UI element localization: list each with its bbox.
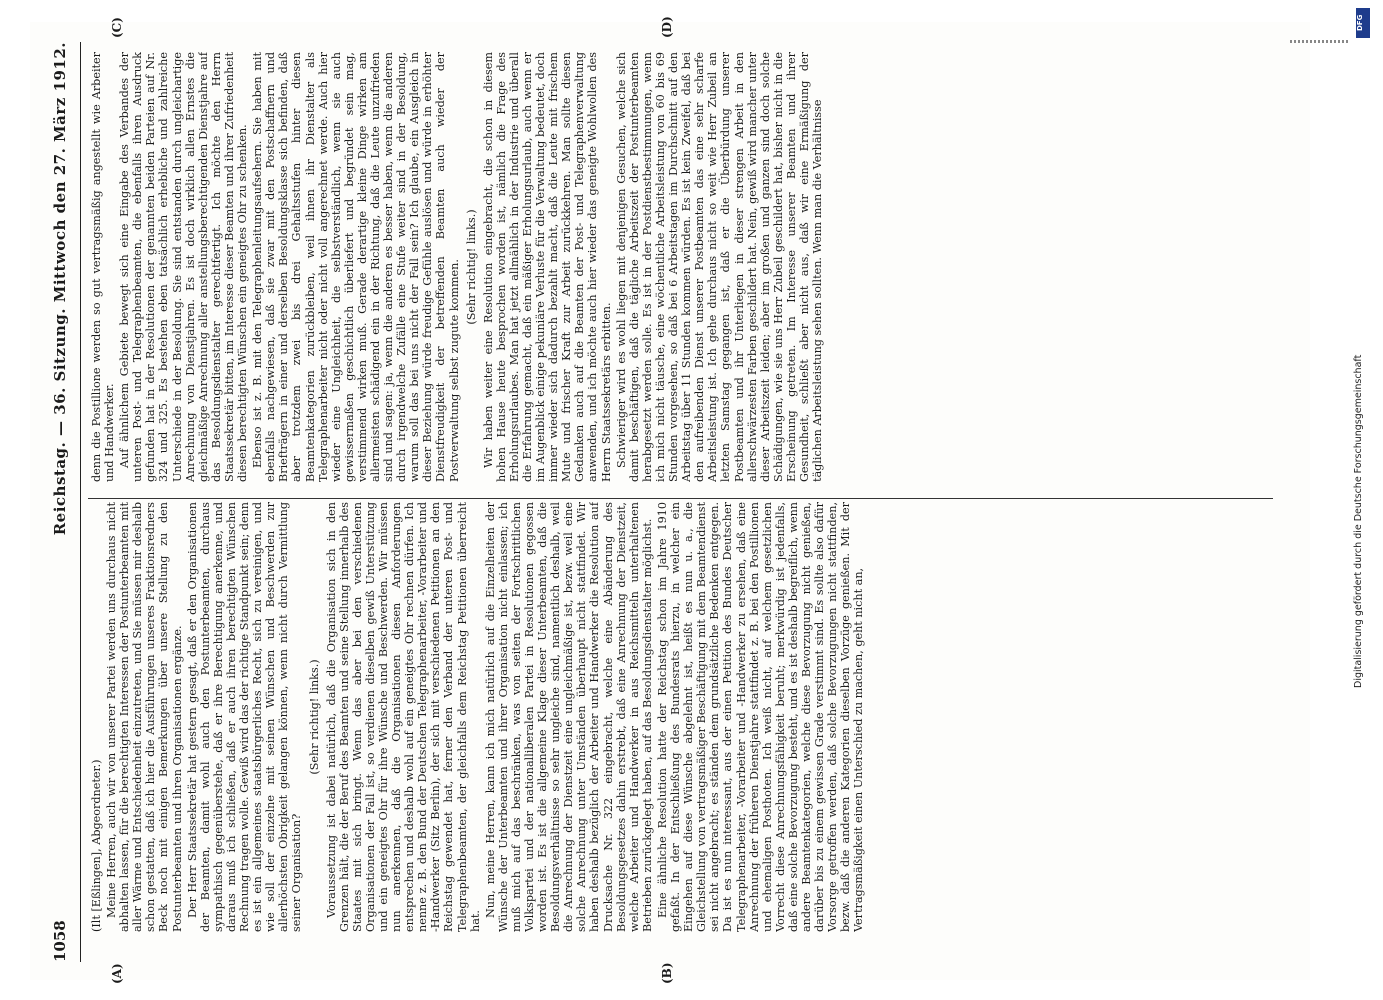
paragraph: Auf ähnlichem Gebiete bewegt sich eine Eingabe des Verbandes der unteren Post- und Telegraphenbeamten, die ebenfalls ihren Ausdruck gefunden hat in der Resolutionen der genannten beiden Parteien auf Nr. 324 und 325. Es bestehen eben tatsächlich erhebliche und zahlreiche Unterschiede in der Besoldung. Sie sind entstanden durch ungleichartige Anrechnung von Dienstjahren. Es ist doch wirklich allen Ernstes die gleichmäßige Anrechnung aller anstellungsberechtigenden Dienstjahre auf das Besoldungsdienstalter gerechtfertigt. Ich möchte den Herrn Staatssekretär bitten, im Interesse dieser Beamten und ihrer Zufriedenheit diesen berechtigten Wünschen ein geneigtes Ohr zu schenken. xyxy=(118,52,250,482)
paragraph: Schwieriger wird es wohl liegen mit denjenigen Gesuchen, welche sich damit beschäftigen, daß die tägliche Arbeitszeit der Postunterbeamten herabgesetzt werden solle. Es ist in der Postdienstbestimmungen, wenn ich mich nicht täusche, eine wöchentliche Arbeitsleistung von 60 bis 69 Stunden vorgesehen, so daß bei 6 Arbeitstagen im Durchschnitt auf den Arbeitstag über 11 Stunden kommen würden. Es ist kein Zweifel, daß bei den aufreibenden Dienst unserer Postbeamten das eine sehr scharfe Arbeitsleistung ist. Ich gehe durchaus nicht so weit wie Herr Zubeil an letzten Samstag gegangen ist, daß er die Überbürdung unserer Postbeamten und ihr Unterliegen in dieser strengen Arbeit in den allerschwärzesten Farben geschildert hat. Nein, gewiß wird mancher unter dieser Arbeitszeit leiden; aber im großen und ganzen sind doch solche Schädigungen, wie sie uns Herr Zubeil geschildert hat, bisher nicht in die Erscheinung getreten. Im Interesse unserer Beamten und ihrer Gesundheit, schließt aber nicht aus, daß wir eine Ermäßigung der täglichen Arbeitsleistung sehen sollten. Wenn man die Verhältnisse xyxy=(614,52,825,482)
scan-edge-mark xyxy=(1290,40,1350,43)
interjection: (Sehr richtig! links.) xyxy=(464,209,478,325)
paragraph: denn die Postillione werden so gut vertragsmäßig angestellt wie Arbeiter und Handwerker. xyxy=(90,52,117,482)
margin-letter-b: (B) xyxy=(660,962,674,984)
interjection: (Sehr richtig! links.) xyxy=(307,659,321,775)
rotated-page xyxy=(40,16,1280,984)
document-sheet xyxy=(30,16,1310,984)
paragraph: Wir haben weiter eine Resolution eingebracht, die schon in diesem hohen Hause heute besprochen worden ist, nämlich die Frage des Erholungsurlaubes. Man hat jetzt allmählich in der Industrie und überall die Erfahrung gemacht, daß ein mäßiger Erholungsurlaub, auch wenn er im Augenblick einige pekuniäre Verluste für die Verwaltung bedeutet, doch immer wieder sich dadurch bezahlt macht, daß die Leute mit frischem Mute und frischer Kraft zur Arbeit zurückkehren. Man sollte diesen Gedanken auch auf die Beamten der Post- und Telegraphenverwaltung anwenden, und ich möchte auch hier wieder das geneigte Wohlwollen des Herrn Staatssekretärs erbitten. xyxy=(481,52,613,482)
page-number: 1058 xyxy=(51,920,69,962)
digitization-credit: Digitalisierung gefördert durch die Deutsche Forschungsgemeinschaft xyxy=(1353,354,1364,688)
paragraph: Der Herr Staatssekretär hat gestern gesagt, daß er den Organisationen der Beamten, damit wohl auch den Postunterbeamten, durchaus sympathisch gegenüberstehe, daß er ihre Berechtigung anerkenne, und daraus muß ich schließen, daß er auch ihren berechtigten Wünschen Rechnung tragen wolle. Gewiß wird das der richtige Standpunkt sein; denn es ist ein allgemeines staatsbürgerliches Recht, sich zu vereinigen, und wie soll der einzelne mit seinen Wünschen und Beschwerden zur allerhöchsten Obrigkeit gelangen können, wenn nicht durch Vermittlung seiner Organisation? xyxy=(185,502,304,932)
right-column xyxy=(90,52,1270,482)
paragraph: Nun, meine Herren, kann ich mich natürlich auf die Einzelheiten der Wünsche der Unterbeamten und ihrer Organisation nicht einlassen; ich muß mich auf das beschränken, was von seiten der Fortschrittlichen Volkspartei und der nationalliberalen Partei in Resolutionen gegossen worden ist. Es ist die allgemeine Klage dieser Unterbeamten, daß die Besoldungsverhältnisse so sehr ungleiche sind, namentlich deshalb, weil die Anrechnung der Dienstzeit eine ungleichmäßige ist, bezw. weil eine solche Anrechnung unter Umständen überhaupt nicht stattfindet. Wir haben deshalb bezüglich der Arbeiter und Handwerker die Resolution auf Drucksache Nr. 322 eingebracht, welche eine Abänderung des Besoldungsgesetzes dahin erstrebt, daß eine Anrechnung der Dienstzeit, welche Arbeiter und Handwerker in aus Reichsmitteln unterhaltenen Betrieben zurückgelegt haben, auf das Besoldungsdienstalter möglichst. xyxy=(483,502,654,932)
paragraph: Ebenso ist z. B. mit den Telegraphenleitungsaufsehern. Sie haben mit ebenfalls nachgewiesen, daß sie zwar mit den Postschaffnern und Briefträgern in einer und derselben Besoldungsklasse sich befinden, daß aber trotzdem zwei bis drei Gehaltsstufen hinter diesen Beamtenkategorien zurückbleiben, weil ihnen ihr Dienstalter als Telegraphenarbeiter nicht oder nicht voll angerechnet werde. Auch hier wieder eine Ungleichheit, die selbstverständlich, wenn sie auch gewissermaßen geschichtlich überliefert und begründet sein mag, verstimmend wirken muß. Gerade derartige kleine Dinge wirken am allermeisten schädigend ein in der Richtung, daß die Leute unzufrieden sind und sagen: ja, wenn die anderen es besser haben, wenn die anderen durch irgendwelche Zufälle eine Stufe weiter sind in der Besoldung, warum soll das bei uns nicht der Fall sein? Ich glaube, ein Ausgleich in dieser Beziehung würde freudige Gefühle auslösen und würde in erhöhter Dienstfreudigkeit der betreffenden Beamten auch wieder der Postverwaltung selbst zugute kommen. xyxy=(251,52,461,482)
left-column xyxy=(90,502,1270,932)
dfg-logo: DFG xyxy=(1356,8,1370,38)
margin-letter-d: (D) xyxy=(660,16,674,38)
page-title: Reichstag. — 36. Sitzung. Mittwoch den 27. März 1912. xyxy=(51,42,69,536)
page-header xyxy=(40,42,81,962)
column-divider xyxy=(88,498,1273,499)
speaker-line: (Ilt [Eßlingen], Abgeordneter.) xyxy=(90,759,103,932)
margin-letter-a: (A) xyxy=(110,963,124,984)
margin-letter-c: (C) xyxy=(110,17,124,38)
paragraph: Meine Herren, auch wir von unserer Partei werden uns durchaus nicht abhalten lassen, für die berechtigten Interessen der Postunterbeamten mit aller Wärme und Entschiedenheit einzutreten, und Sie müssen mir deshalb schon gestatten, daß ich hier die Ausführungen unseres Fraktionsredners Beck noch mit einigen Bemerkungen über unsere Stellung zu den Postunterbeamten und ihren Organisationen ergänze. xyxy=(105,502,184,932)
paragraph: Eine ähnliche Resolution hatte der Reichstag schon im Jahre 1910 gefaßt. In der Entschließung des Bundesrats hierzu, in welcher ein Eingehen auf diese Wünsche abgelehnt ist, heißt es nun u. a., die Gleichstellung von vertragsmäßiger Beschäftigung mit dem Beamtendienst sei nicht angebracht; es ständen dem grundsätzliche Bedenken entgegen. Da ist es nun interessant, aus der einen Petition des Bundes Deutscher Telegraphenarbeiter, -Vorarbeiter und -Handwerker zu ersehen, daß eine Anrechnung der früheren Dienstjahre stattfindet z. B. bei den Postillionen und ehemaligen Posthoten. Ich weiß nicht, auf welchem gesetzlichen Vorrecht diese Anrechnungsfähigkeit beruht; merkwürdig ist jedenfalls, daß eine solche Bevorzugung besteht, und es ist deshalb begreiflich, wenn andere Beamtenkategorien, welche diese Bevorzugung nicht genießen, darüber bis zu einem gewissen Grade verstimmt sind. Es sollte also dafür Vorsorge getroffen werden, daß solche Bevorzugungen nicht stattfinden, bezw. daß die anderen Kategorien dieselben Vorzüge genießen. Mit der Vertragsmäßigkeit einen Unterschied zu machen, geht nicht an, xyxy=(655,502,866,932)
paragraph: Voraussetzung ist dabei natürlich, daß die Organisation sich in den Grenzen hält, die der Beruf des Beamten und seine Stellung innerhalb des Staates mit sich bringt. Wenn das aber bei den verschiedenen Organisationen der Fall ist, so verdienen dieselben gewiß Unterstützung und ein geneigtes Ohr für ihre Wünsche und Beschwerden. Wir müssen nun anerkennen, daß die Organisationen diesen Anforderungen entsprechen und deshalb wohl auf ein geneigtes Ohr rechnen dürfen. Ich nenne z. B. den Bund der Deutschen Telegraphenarbeiter, -Vorarbeiter und -Handwerker (Sitz Berlin), der sich mit verschiedenen Petitionen an den Reichstag gewendet hat, ferner den Verband der unteren Post- und Telegraphenbeamten, der gleichfalls dem Reichstag Petitionen überreicht hat. xyxy=(324,502,482,932)
